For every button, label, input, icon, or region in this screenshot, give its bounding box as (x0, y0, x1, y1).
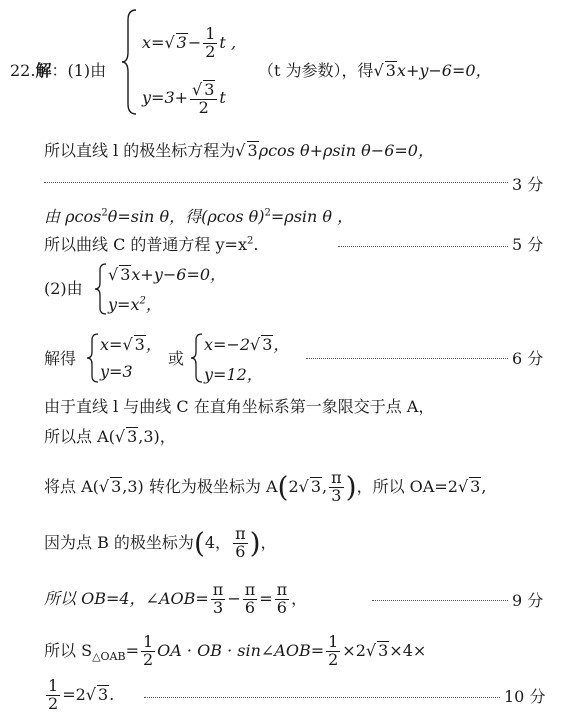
score-10: 10 分 (504, 687, 546, 706)
curve-derivation-line: 由 ρcos$^2$θ=sin θ，得(ρcos θ)$^2$=ρsin θ ， (44, 207, 354, 226)
dot-leader (144, 697, 500, 698)
point-b-line: 因为点 B 的极坐标为(4， $\frac{\pi}{6}$ )， (44, 524, 277, 561)
solution1-row1: x=√ 3， (100, 335, 162, 354)
solution-label: 解 (35, 61, 52, 80)
dot-leader (44, 182, 508, 183)
solution2-row2: y=12， (204, 365, 263, 384)
angle-line: 所以 OB=4，∠AOB= $\frac{\pi}{3}$ − $\frac{\pi}{6}$ = $\frac{\pi}{6}$ ， (44, 580, 308, 617)
or-word: 或 (168, 349, 185, 368)
curve-equation-line: 所以曲线 C 的普通方程 $y=x^2$. (44, 235, 259, 254)
system1-row1: x=√ 3− $\frac{1}{2}$ t , (142, 24, 237, 61)
system1-row2: y=3+ $\frac{√ 3}{2}$ t (142, 80, 226, 117)
brace-solution1 (86, 332, 100, 384)
part1-label: ：(1)由 (51, 61, 107, 80)
score-9: 9 分 (512, 591, 544, 610)
area-result-line: $\frac{1}{2}$ =2√ 3. (48, 676, 115, 713)
polar-equation-line: 所以直线 l 的极坐标方程为√ 3ρcos θ+ρsin θ−6=0， (44, 141, 434, 160)
score-5: 5 分 (512, 235, 544, 254)
polar-conversion-line: 将点 A(√ 3,3) 转化为极坐标为 A(2√ 3, $\frac{\pi}{3}$ )，所以 OA=2√ 3, (44, 468, 487, 505)
point-a-line: 所以点 A(√ 3,3)， (44, 427, 176, 446)
dot-leader (338, 246, 508, 247)
solution2-row1: x=−2√ 3， (204, 335, 290, 354)
solve-label: 解得 (44, 349, 77, 368)
system2-row2: $y=x^2$， (108, 295, 162, 314)
solution1-row2: y=3 (100, 362, 133, 381)
dot-leader (372, 600, 508, 601)
dot-leader (306, 358, 508, 359)
score-6: 6 分 (512, 349, 544, 368)
brace-system1 (120, 8, 140, 116)
system2-row1: √ 3x+y−6=0， (108, 265, 227, 284)
brace-solution2 (190, 332, 204, 384)
part2-label: (2)由 (44, 279, 83, 298)
param-result: （t 为参数），得√ 3x+y−6=0， (258, 61, 492, 80)
score-3: 3 分 (512, 175, 544, 194)
area-line: 所以 $S_{\triangle OAB}=$ $\frac{1}{2}$ OA · OB · sin∠AOB= $\frac{1}{2}$ ×2√ 3×4× (44, 632, 427, 669)
intersection-line: 由于直线 l 与曲线 C 在直角坐标系第一象限交于点 A， (44, 397, 435, 416)
problem-number: 22. (10, 61, 36, 80)
brace-system2 (94, 262, 108, 316)
